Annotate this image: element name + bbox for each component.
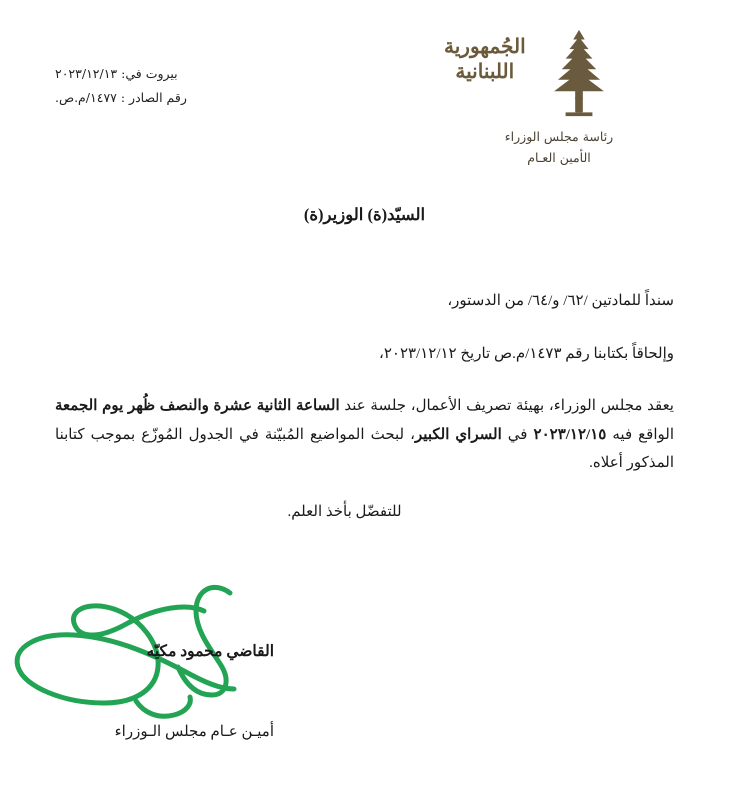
- addressee-line: السيّد(ة) الوزير(ة): [303, 205, 426, 224]
- emblem-line-2: اللبنانية: [455, 59, 515, 83]
- letter-reference-number: رقم الصادر : ١٤٧٧/م.ص.: [55, 90, 187, 106]
- caption-line-2: الأمين العـام: [527, 150, 591, 166]
- signatory-title: أميـن عـام مجلس الـوزراء: [114, 724, 274, 740]
- cedar-tree-icon: [540, 28, 618, 120]
- caption-line-1: رئاسة مجلس الوزراء: [504, 129, 614, 144]
- date-reference-block: [55, 62, 187, 111]
- closing-line: للتفضّل بأخذ العلم.: [287, 503, 402, 520]
- signature-block: [0, 559, 729, 779]
- session-seg-3: الواقع فيه: [606, 426, 674, 443]
- session-seg-5: في: [501, 426, 534, 443]
- paragraph-constitution-reference: سنداً للمادتين /٦٢/ و/٦٤/ من الدستور،: [447, 293, 674, 309]
- emblem-line-1: الجُمهورية: [444, 34, 526, 58]
- paragraph-session-announcement: [55, 392, 674, 478]
- emblem-calligraphy: [444, 28, 526, 84]
- letter-body: [55, 205, 674, 521]
- republic-emblem: [444, 28, 674, 120]
- session-seg-1: يعقد مجلس الوزراء، بهيئة تصريف الأعمال، جلسة عند: [339, 398, 674, 414]
- emblem-caption: [444, 126, 674, 169]
- session-seg-7: ، لبحث المواضيع المُبيّنة في الجدول المُوزّع بموجب كتابنا المذكور أعلاه.: [55, 426, 674, 471]
- signatory-name: القاضي محمود مكيّه: [146, 643, 274, 660]
- session-location-bold: السراي الكبير: [415, 426, 502, 443]
- session-time-bold: الساعة الثانية عشرة والنصف ظُهر يوم الجمعة: [55, 398, 340, 414]
- letter-date: بيروت في: ٢٠٢٣/١٢/١٣: [55, 66, 178, 81]
- session-date-bold: ٢٠٢٣/١٢/١٥: [533, 426, 607, 443]
- paragraph-previous-letter-reference: وإلحاقاً بكتابنا رقم ١٤٧٣/م.ص تاريخ ٢٠٢٣/١٢/١٢،: [378, 345, 674, 362]
